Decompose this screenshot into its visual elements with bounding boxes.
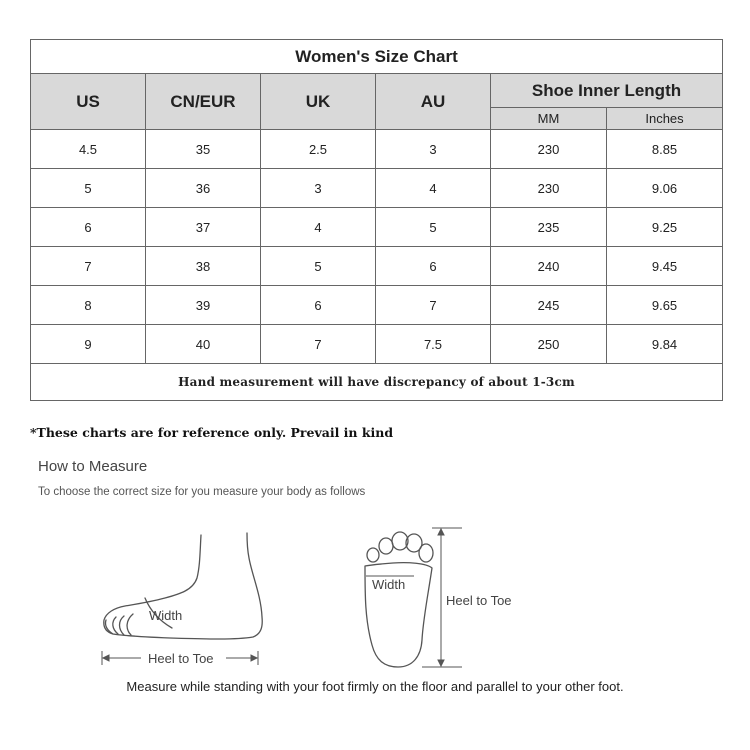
table-cell: 2.5 xyxy=(261,130,376,169)
size-rows xyxy=(31,130,723,364)
header-mm: MM xyxy=(491,108,607,130)
side-length-label: Heel to Toe xyxy=(148,651,214,666)
header-inches: Inches xyxy=(607,108,723,130)
table-cell: 230 xyxy=(491,130,607,169)
side-width-label: Width xyxy=(149,608,183,623)
header-us: US xyxy=(31,74,146,130)
table-cell: 8 xyxy=(31,286,146,325)
table-cell: 4 xyxy=(376,169,491,208)
table-row xyxy=(31,286,723,325)
table-cell: 9.25 xyxy=(607,208,723,247)
table-cell: 4 xyxy=(261,208,376,247)
side-foot-illustration xyxy=(104,533,262,639)
table-cell: 7 xyxy=(31,247,146,286)
header-inner-length: Shoe Inner Length xyxy=(491,74,723,108)
header-cn-eur: CN/EUR xyxy=(146,74,261,130)
table-cell: 4.5 xyxy=(31,130,146,169)
table-cell: 6 xyxy=(261,286,376,325)
table-row xyxy=(31,325,723,364)
table-cell: 39 xyxy=(146,286,261,325)
reference-note: *These charts are for reference only. Prevail in kind xyxy=(30,425,394,440)
top-width-label: Width xyxy=(372,577,406,592)
table-cell: 36 xyxy=(146,169,261,208)
table-cell: 7 xyxy=(376,286,491,325)
measurement-note: Hand measurement will have discrepancy of about 1-3cm xyxy=(31,364,723,401)
table-cell: 8.85 xyxy=(607,130,723,169)
table-cell: 230 xyxy=(491,169,607,208)
table-cell: 5 xyxy=(261,247,376,286)
table-cell: 37 xyxy=(146,208,261,247)
table-cell: 235 xyxy=(491,208,607,247)
table-cell: 7.5 xyxy=(376,325,491,364)
table-cell: 6 xyxy=(376,247,491,286)
size-chart-table xyxy=(30,39,723,401)
table-cell: 9.06 xyxy=(607,169,723,208)
table-cell: 6 xyxy=(31,208,146,247)
table-row xyxy=(31,130,723,169)
table-cell: 9 xyxy=(31,325,146,364)
chart-title: Women's Size Chart xyxy=(31,40,723,74)
table-cell: 40 xyxy=(146,325,261,364)
how-to-measure-subtitle: To choose the correct size for you measure your body as follows xyxy=(38,486,366,498)
table-cell: 3 xyxy=(376,130,491,169)
table-cell: 3 xyxy=(261,169,376,208)
table-row xyxy=(31,208,723,247)
table-cell: 245 xyxy=(491,286,607,325)
table-cell: 5 xyxy=(31,169,146,208)
measurement-figure xyxy=(0,500,750,675)
table-cell: 35 xyxy=(146,130,261,169)
table-row xyxy=(31,169,723,208)
table-row xyxy=(31,247,723,286)
table-cell: 5 xyxy=(376,208,491,247)
top-foot-illustration xyxy=(365,532,433,667)
top-length-label: Heel to Toe xyxy=(446,593,512,608)
table-cell: 9.45 xyxy=(607,247,723,286)
header-au: AU xyxy=(376,74,491,130)
measure-caption: Measure while standing with your foot firmly on the floor and parallel to your other foot. xyxy=(126,679,624,694)
header-uk: UK xyxy=(261,74,376,130)
table-cell: 9.84 xyxy=(607,325,723,364)
table-cell: 9.65 xyxy=(607,286,723,325)
table-cell: 240 xyxy=(491,247,607,286)
how-to-measure-title: How to Measure xyxy=(38,458,148,475)
table-cell: 38 xyxy=(146,247,261,286)
table-cell: 7 xyxy=(261,325,376,364)
table-cell: 250 xyxy=(491,325,607,364)
